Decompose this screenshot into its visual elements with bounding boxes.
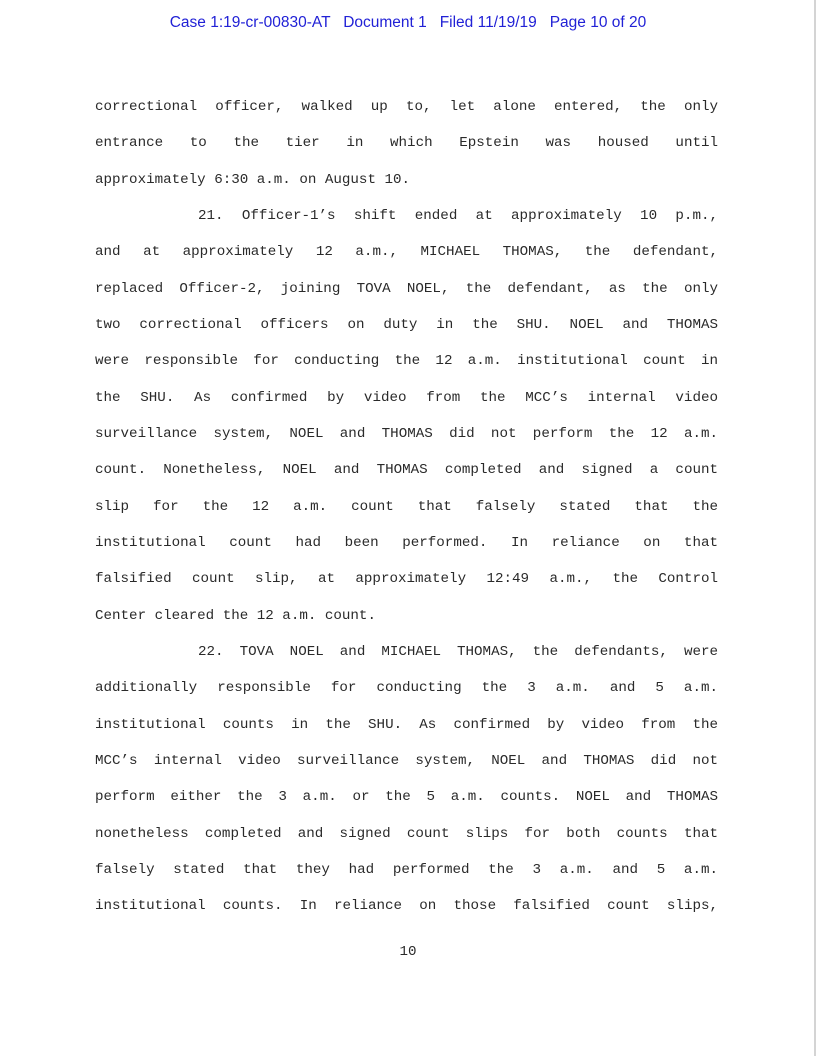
document-label: Document 1: [343, 14, 427, 31]
body-line: falsely stated that they had performed the 3 a.m. and 5 a.m.: [95, 862, 718, 878]
body-line: and at approximately 12 a.m., MICHAEL THOMAS, the defendant,: [95, 244, 718, 260]
body-line: nonetheless completed and signed count slips for both counts that: [95, 826, 718, 842]
body-line: entrance to the tier in which Epstein was housed until: [95, 135, 718, 151]
body-line: were responsible for conducting the 12 a.m. institutional count in: [95, 353, 718, 369]
body-line: two correctional officers on duty in the SHU. NOEL and THOMAS: [95, 317, 718, 333]
page-number: 10: [399, 944, 417, 960]
ecf-header: [0, 14, 816, 32]
page-info: Page 10 of 20: [549, 14, 647, 31]
body-line: the SHU. As confirmed by video from the MCC’s internal video: [95, 390, 718, 406]
body-line: institutional counts. In reliance on those falsified count slips,: [95, 898, 718, 914]
paragraph-22-start: 22. TOVA NOEL and MICHAEL THOMAS, the defendants, were: [198, 644, 718, 660]
body-line: Center cleared the 12 a.m. count.: [95, 608, 376, 624]
body-line: institutional counts in the SHU. As confirmed by video from the: [95, 717, 718, 733]
body-line: approximately 6:30 a.m. on August 10.: [95, 172, 411, 188]
body-line: institutional count had been performed. In reliance on that: [95, 535, 718, 551]
body-line: correctional officer, walked up to, let alone entered, the only: [95, 99, 718, 115]
body-line: falsified count slip, at approximately 12:49 a.m., the Control: [95, 571, 718, 587]
body-line: additionally responsible for conducting the 3 a.m. and 5 a.m.: [95, 680, 718, 696]
case-number: Case 1:19-cr-00830-AT: [169, 14, 331, 31]
body-line: perform either the 3 a.m. or the 5 a.m. counts. NOEL and THOMAS: [95, 789, 718, 805]
body-line: surveillance system, NOEL and THOMAS did not perform the 12 a.m.: [95, 426, 718, 442]
paragraph-21-start: 21. Officer-1’s shift ended at approximately 10 p.m.,: [198, 208, 718, 224]
filed-date: Filed 11/19/19: [439, 14, 537, 31]
body-line: replaced Officer-2, joining TOVA NOEL, the defendant, as the only: [95, 281, 718, 297]
body-line: slip for the 12 a.m. count that falsely stated that the: [95, 499, 718, 515]
body-line: MCC’s internal video surveillance system, NOEL and THOMAS did not: [95, 753, 718, 769]
body-line: count. Nonetheless, NOEL and THOMAS completed and signed a count: [95, 462, 718, 478]
